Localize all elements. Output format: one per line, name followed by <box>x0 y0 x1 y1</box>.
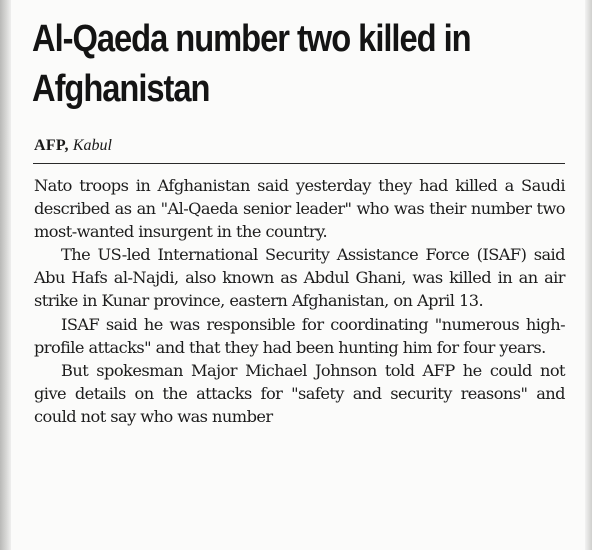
article-body <box>34 175 565 430</box>
article-paragraph: ISAF said he was responsible for coordinating "numerous high-profile attacks" and that they had been hunting him for four years. <box>34 314 565 357</box>
article-paragraph: The US-led International Security Assistance Force (ISAF) said Abu Hafs al-Najdi, also known as Abdul Ghani, was killed in an air strike in Kunar province, eastern Afghanistan, on April 13. <box>34 245 565 310</box>
article-byline <box>34 137 112 155</box>
byline-dateline: Kabul <box>72 137 112 154</box>
article-paragraph-lead: Nato troops in Afghanistan said yesterday they had killed a Saudi described as an "Al-Qaeda senior leader" who was their number two most-wanted insurgent in the country. <box>34 176 565 241</box>
article-headline: Al-Qaeda number two killed in Afghanistan <box>32 18 471 110</box>
article-paragraph: But spokesman Major Michael Johnson told AFP he could not give details on the attacks for "safety and security reasons" and could not say who was number <box>34 361 565 426</box>
byline-divider <box>33 163 565 164</box>
byline-agency: AFP, <box>34 137 69 154</box>
page-edge-shadow-left <box>0 0 11 550</box>
page-edge-shadow-right <box>585 0 592 550</box>
